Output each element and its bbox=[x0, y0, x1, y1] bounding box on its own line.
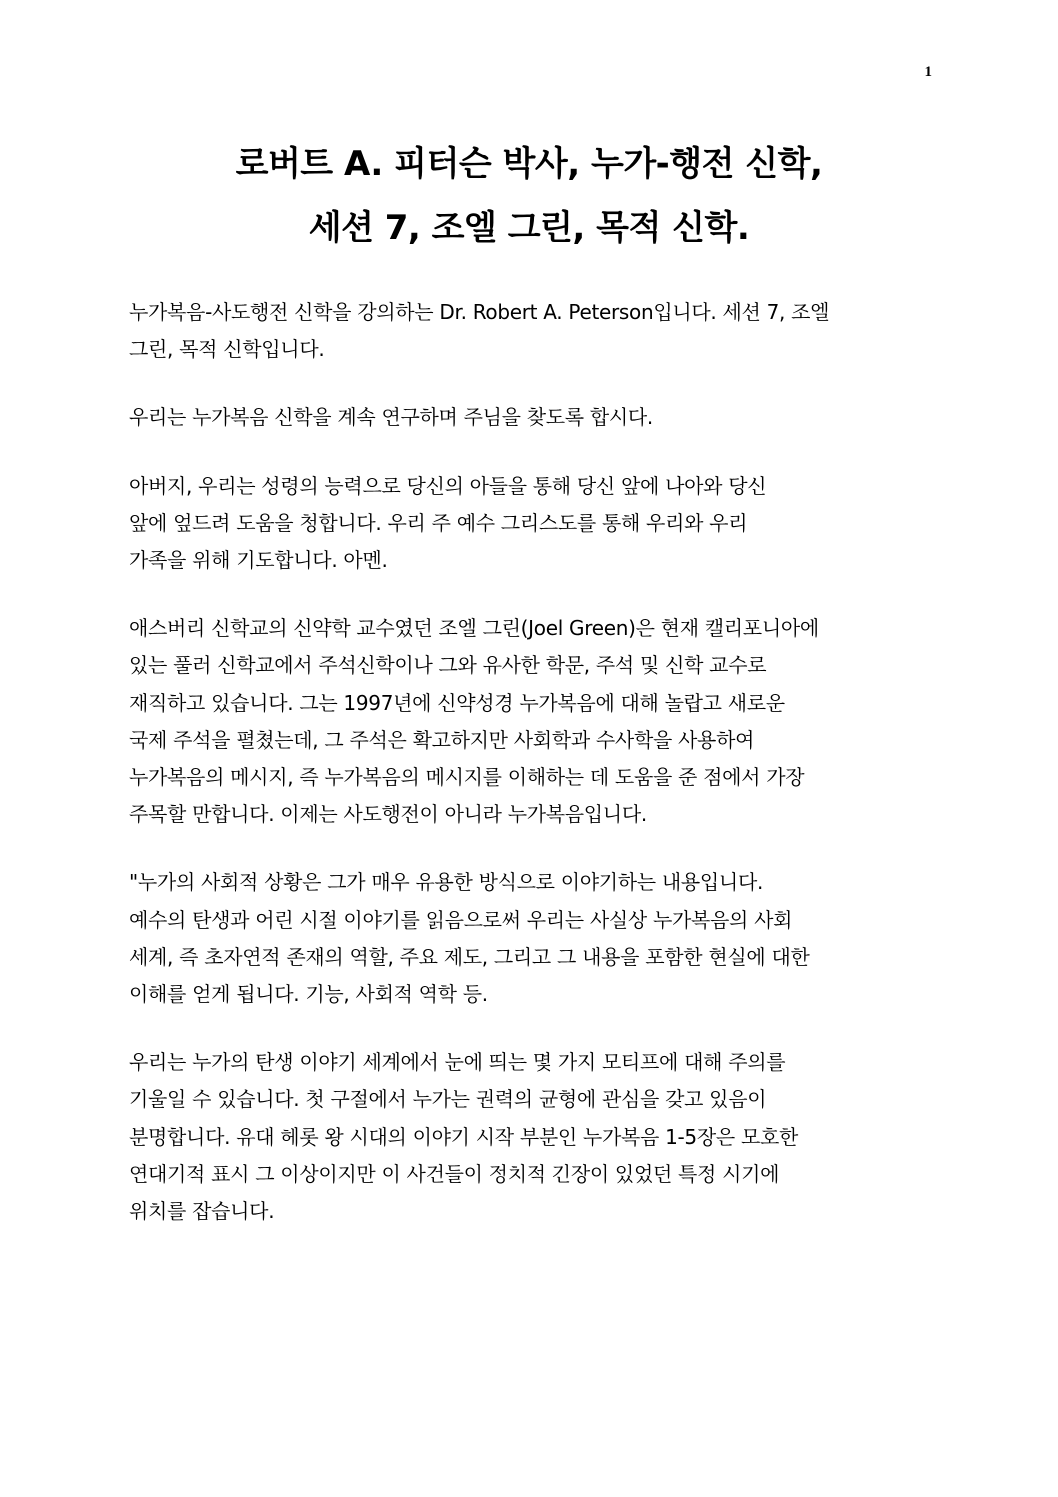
text-line: 세계, 즉 초자연적 존재의 역할, 주요 제도, 그리고 그 내용을 포함한 현실에 대한 bbox=[129, 944, 810, 969]
document-title bbox=[60, 132, 998, 260]
text-line: 누가복음의 메시지, 즉 누가복음의 메시지를 이해하는 데 도움을 준 점에서 가장 bbox=[129, 765, 805, 790]
text-line: 연대기적 표시 그 이상이지만 이 사건들이 정치적 긴장이 있었던 특정 시기에 bbox=[129, 1161, 780, 1186]
text-line: 예수의 탄생과 어린 시절 이야기를 읽음으로써 우리는 사실상 누가복음의 사회 bbox=[129, 907, 793, 932]
paragraph-invitation bbox=[129, 399, 929, 436]
text-line: 재직하고 있습니다. 그는 1997년에 신약성경 누가복음에 대해 놀랍고 새로운 bbox=[129, 690, 785, 715]
text-line: 가족을 위해 기도합니다. 아멘. bbox=[129, 548, 388, 573]
text-line: 우리는 누가복음 신학을 계속 연구하며 주님을 찾도록 합시다. bbox=[129, 405, 653, 430]
text-line: 이해를 얻게 됩니다. 기능, 사회적 역학 등. bbox=[129, 982, 488, 1007]
title-line: 세션 7, 조엘 그린, 목적 신학. bbox=[308, 208, 750, 248]
title-line: 로버트 A. 피터슨 박사, 누가-행전 신학, bbox=[235, 144, 823, 184]
paragraph-intro bbox=[129, 294, 929, 368]
paragraph-joel-green bbox=[129, 610, 929, 833]
text-line: 기울일 수 있습니다. 첫 구절에서 누가는 권력의 균형에 관심을 갖고 있음이 bbox=[129, 1087, 767, 1112]
text-line: 주목할 만합니다. 이제는 사도행전이 아니라 누가복음입니다. bbox=[129, 802, 647, 827]
paragraph-motifs bbox=[129, 1044, 929, 1230]
paragraph-quote bbox=[129, 864, 929, 1013]
text-line: 누가복음-사도행전 신학을 강의하는 Dr. Robert A. Peterson입니다. 세션 7, 조엘 bbox=[129, 300, 830, 324]
text-line: 우리는 누가의 탄생 이야기 세계에서 눈에 띄는 몇 가지 모티프에 대해 주의를 bbox=[129, 1050, 786, 1075]
document-body bbox=[129, 294, 929, 1261]
page-number: 1 bbox=[924, 64, 932, 80]
text-line: 위치를 잡습니다. bbox=[129, 1199, 275, 1224]
text-line: 그린, 목적 신학입니다. bbox=[129, 337, 325, 362]
paragraph-prayer bbox=[129, 468, 929, 580]
text-line: 있는 풀러 신학교에서 주석신학이나 그와 유사한 학문, 주석 및 신학 교수로 bbox=[129, 653, 767, 678]
text-line: 앞에 엎드려 도움을 청합니다. 우리 주 예수 그리스도를 통해 우리와 우리 bbox=[129, 510, 748, 535]
text-line: 아버지, 우리는 성령의 능력으로 당신의 아들을 통해 당신 앞에 나아와 당신 bbox=[129, 473, 767, 498]
text-line: 애스버리 신학교의 신약학 교수였던 조엘 그린(Joel Green)은 현재 캘리포니아에 bbox=[129, 616, 819, 641]
text-line: "누가의 사회적 상황은 그가 매우 유용한 방식으로 이야기하는 내용입니다. bbox=[129, 870, 764, 895]
text-line: 국제 주석을 펼쳤는데, 그 주석은 확고하지만 사회학과 수사학을 사용하여 bbox=[129, 727, 755, 752]
text-line: 분명합니다. 유대 헤롯 왕 시대의 이야기 시작 부분인 누가복음 1-5장은 모호한 bbox=[129, 1124, 798, 1149]
